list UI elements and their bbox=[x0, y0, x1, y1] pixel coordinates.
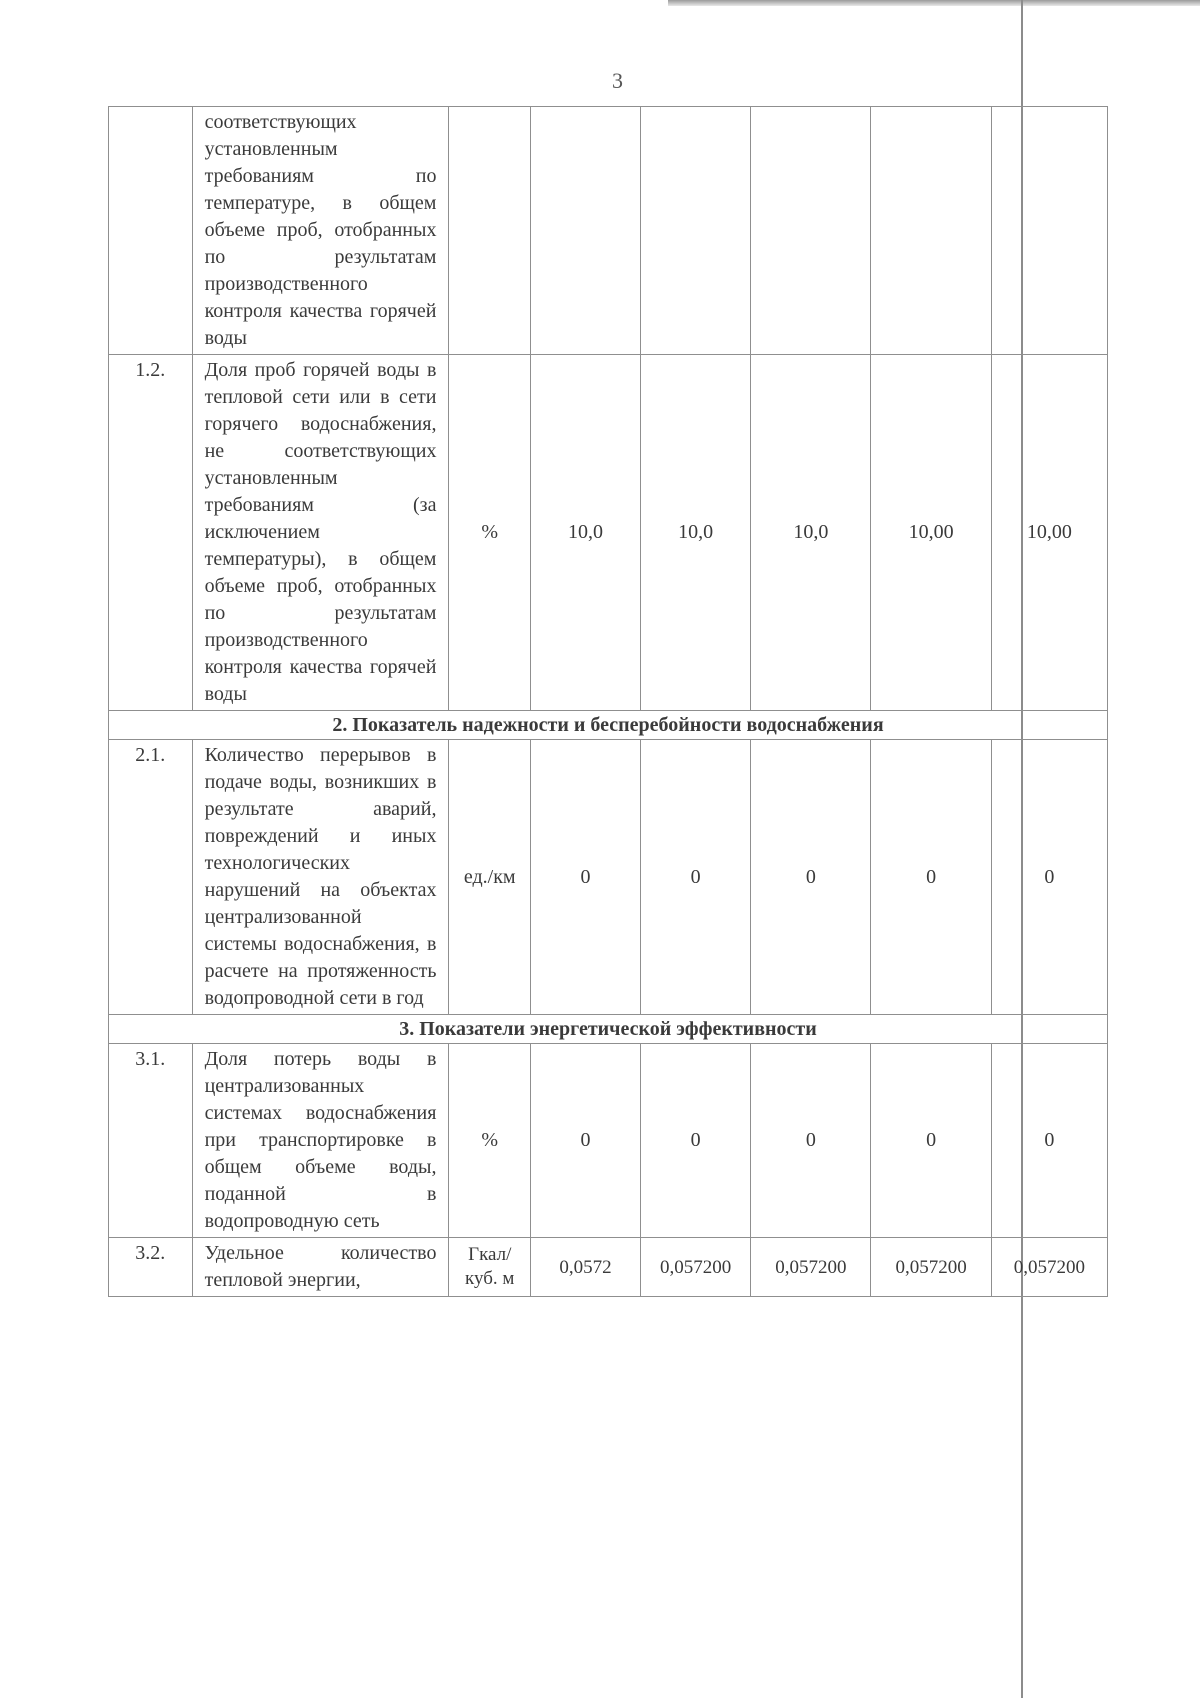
row-unit: % bbox=[449, 355, 531, 711]
row-unit bbox=[449, 107, 531, 355]
row-value: 10,0 bbox=[531, 355, 641, 711]
row-value: 0,0572 bbox=[531, 1238, 641, 1297]
table-row bbox=[109, 1238, 1108, 1297]
row-value bbox=[751, 107, 871, 355]
row-value: 0 bbox=[641, 740, 751, 1015]
row-value: 10,00 bbox=[991, 355, 1107, 711]
row-number: 2.1. bbox=[109, 740, 193, 1015]
section-title: 3. Показатели энергетической эффективности bbox=[109, 1015, 1108, 1044]
row-value: 0,057200 bbox=[751, 1238, 871, 1297]
row-value: 0,057200 bbox=[991, 1238, 1107, 1297]
row-value: 0,057200 bbox=[641, 1238, 751, 1297]
section-title: 2. Показатель надежности и бесперебойности водоснабжения bbox=[109, 711, 1108, 740]
row-number: 3.2. bbox=[109, 1238, 193, 1297]
row-unit: % bbox=[449, 1044, 531, 1238]
row-value: 0,057200 bbox=[871, 1238, 991, 1297]
scan-edge-shadow bbox=[668, 0, 1200, 6]
row-value: 10,0 bbox=[641, 355, 751, 711]
row-number bbox=[109, 107, 193, 355]
table-row bbox=[109, 107, 1108, 355]
row-description: Удельное количество тепловой энергии, bbox=[192, 1238, 449, 1297]
row-value: 0 bbox=[991, 740, 1107, 1015]
row-value: 0 bbox=[641, 1044, 751, 1238]
row-value: 0 bbox=[531, 1044, 641, 1238]
row-value: 10,00 bbox=[871, 355, 991, 711]
row-value: 0 bbox=[991, 1044, 1107, 1238]
row-value: 0 bbox=[871, 1044, 991, 1238]
row-value: 0 bbox=[531, 740, 641, 1015]
row-value bbox=[531, 107, 641, 355]
row-description: Доля потерь воды в централизованных системах водоснабжения при транспортировке в общем объеме воды, поданной в водопроводную сеть bbox=[192, 1044, 449, 1238]
row-value: 0 bbox=[751, 740, 871, 1015]
section-row bbox=[109, 1015, 1108, 1044]
row-description: Количество перерывов в подаче воды, возникших в результате аварий, повреждений и иных технологических нарушений на объектах централизованной системы водоснабжения, в расчете на протяженность водопроводной сети в год bbox=[192, 740, 449, 1015]
row-number: 1.2. bbox=[109, 355, 193, 711]
row-value bbox=[991, 107, 1107, 355]
row-value bbox=[871, 107, 991, 355]
page-number: 3 bbox=[612, 68, 623, 93]
row-value: 0 bbox=[871, 740, 991, 1015]
table-row bbox=[109, 740, 1108, 1015]
row-value: 10,0 bbox=[751, 355, 871, 711]
row-value bbox=[641, 107, 751, 355]
table-row bbox=[109, 355, 1108, 711]
row-description: соответствующих установленным требованиям по температуре, в общем объеме проб, отобранных по результатам производственного контроля качества горячей воды bbox=[192, 107, 449, 355]
row-number: 3.1. bbox=[109, 1044, 193, 1238]
indicators-table bbox=[108, 106, 1108, 1297]
row-unit: Гкал/ куб. м bbox=[449, 1238, 531, 1297]
section-row bbox=[109, 711, 1108, 740]
table-row bbox=[109, 1044, 1108, 1238]
row-description: Доля проб горячей воды в тепловой сети или в сети горячего водоснабжения, не соответствующих установленным требованиям (за исключением температуры), в общем объеме проб, отобранных по результатам производственного контроля качества горячей воды bbox=[192, 355, 449, 711]
row-value: 0 bbox=[751, 1044, 871, 1238]
row-unit: ед./км bbox=[449, 740, 531, 1015]
